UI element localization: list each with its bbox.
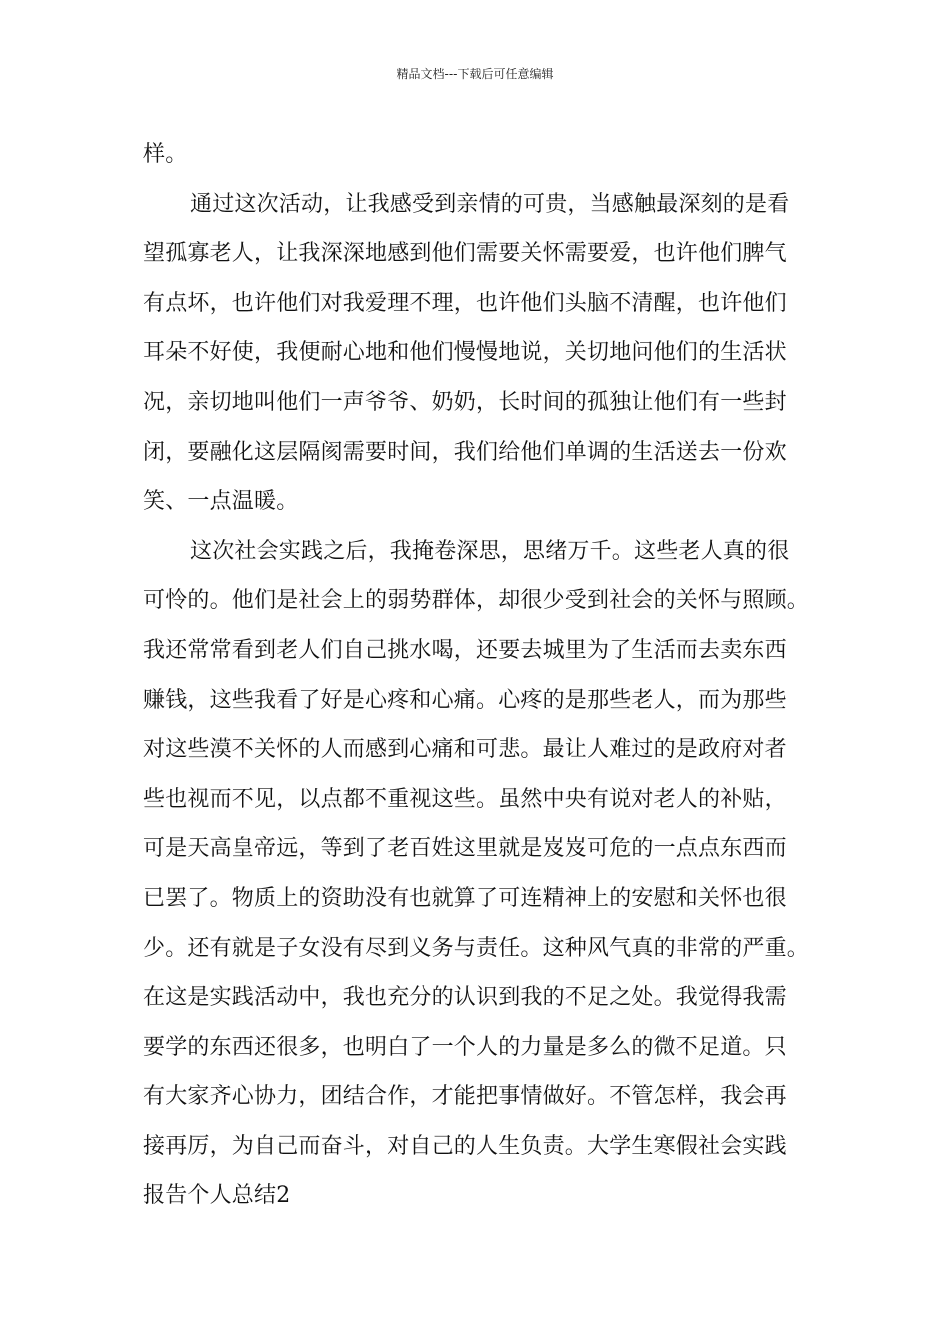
text-line: 闭，要融化这层隔阂需要时间，我们给他们单调的生活送去一份欢 (143, 439, 787, 465)
page-header: 精品文档---下载后可任意编辑 (396, 67, 554, 81)
text-line: 可怜的。他们是社会上的弱势群体，却很少受到社会的关怀与照顾。 (143, 588, 810, 614)
body-text (143, 130, 813, 1221)
text-line: 可是天高皇帝远，等到了老百姓这里就是岌岌可危的一点点东西而 (143, 836, 787, 862)
text-line: 笑、一点温暖。 (143, 489, 299, 515)
text-line: 对这些漠不关怀的人而感到心痛和可悲。最让人难过的是政府对者 (143, 737, 787, 763)
text-line: 已罢了。物质上的资助没有也就算了可连精神上的安慰和关怀也很 (143, 885, 787, 911)
paragraph-start-line: 这次社会实践之后，我掩卷深思，思绪万千。这些老人真的很 (190, 538, 790, 564)
text-line: 赚钱，这些我看了好是心疼和心痛。心疼的是那些老人，而为那些 (143, 687, 787, 713)
text-line: 我还常常看到老人们自己挑水喝，还要去城里为了生活而去卖东西 (143, 637, 787, 663)
text-line: 有点坏，也许他们对我爱理不理，也许他们头脑不清醒，也许他们 (143, 290, 787, 316)
paragraph-start-line: 通过这次活动，让我感受到亲情的可贵，当感触最深刻的是看 (190, 191, 790, 217)
text-line: 望孤寡老人，让我深深地感到他们需要关怀需要爱，也许他们脾气 (143, 241, 787, 267)
text-line: 样。 (143, 142, 188, 167)
text-line: 要学的东西还很多，也明白了一个人的力量是多么的微不足道。只 (143, 1034, 787, 1060)
text-line: 些也视而不见，以点都不重视这些。虽然中央有说对老人的补贴， (143, 786, 787, 812)
text-line: 少。还有就是子女没有尽到义务与责任。这种风气真的非常的严重。 (143, 935, 810, 961)
text-line: 接再厉，为自己而奋斗，对自己的人生负责。大学生寒假社会实践 (143, 1133, 787, 1159)
text-line: 有大家齐心协力，团结合作，才能把事情做好。不管怎样，我会再 (143, 1084, 787, 1110)
text-line: 耳朵不好使，我便耐心地和他们慢慢地说，关切地问他们的生活状 (143, 340, 787, 366)
text-line: 在这是实践活动中，我也充分的认识到我的不足之处。我觉得我需 (143, 985, 787, 1011)
text-line: 报告个人总结2 (143, 1183, 291, 1209)
text-line: 况，亲切地叫他们一声爷爷、奶奶，长时间的孤独让他们有一些封 (143, 389, 787, 415)
